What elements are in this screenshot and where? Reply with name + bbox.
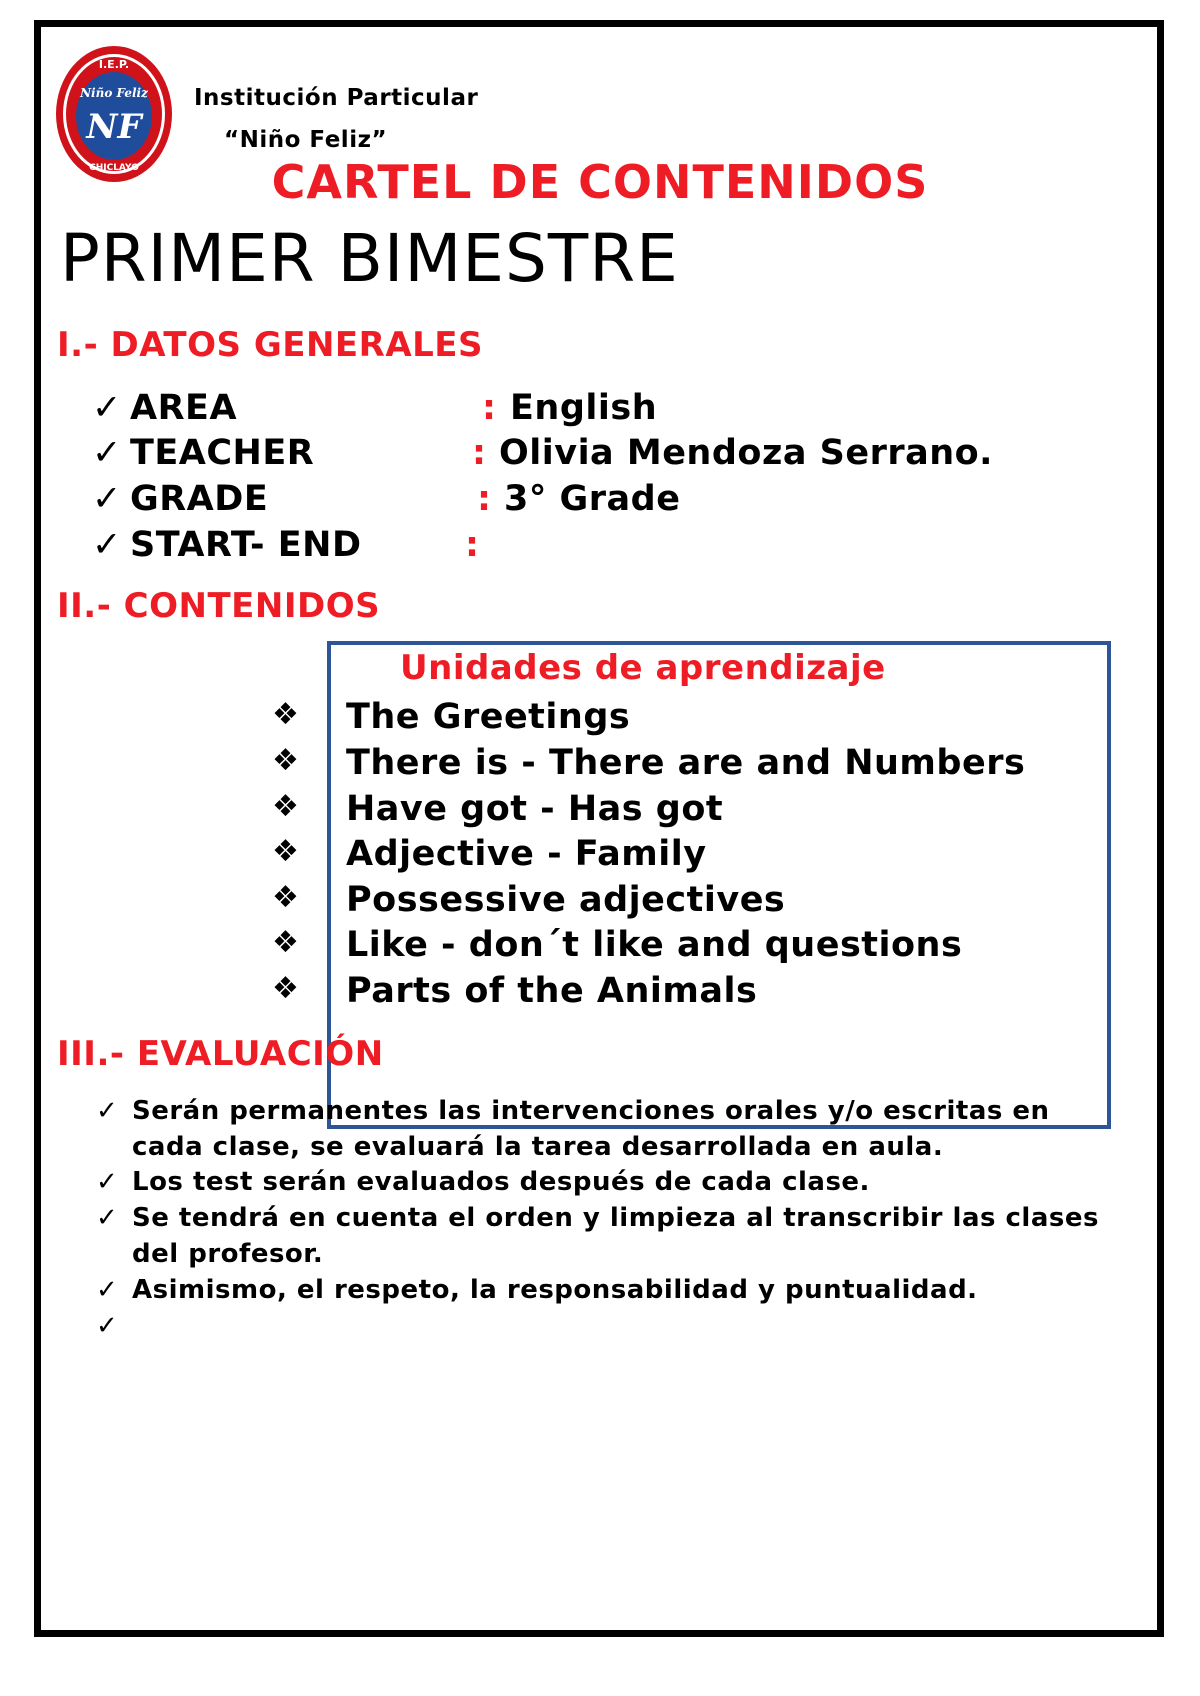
evaluation-item-text: Los test serán evaluados después de cada clase.: [132, 1167, 870, 1197]
datos-value: Olivia Mendoza Serrano.: [499, 433, 993, 473]
unit-item-text: Possessive adjectives: [346, 880, 786, 920]
check-icon: ✓: [96, 1096, 119, 1126]
unit-item-text: Adjective - Family: [346, 834, 707, 874]
datos-colon: :: [472, 433, 487, 473]
check-icon: ✓: [92, 433, 122, 473]
institution-name-line1: Institución Particular: [194, 85, 479, 111]
document-title: CARTEL DE CONTENIDOS: [271, 155, 929, 209]
check-icon: ✓: [96, 1311, 119, 1341]
evaluation-item-text: Serán permanentes las intervenciones orales y/o escritas en cada clase, se evaluará la tarea desarrollada en aula.: [132, 1096, 1050, 1162]
datos-value: 3° Grade: [504, 479, 681, 519]
unit-item-text: The Greetings: [346, 697, 631, 737]
check-icon: ✓: [96, 1203, 119, 1233]
logo-top-text: I.E.P.: [98, 58, 130, 71]
check-icon: ✓: [92, 525, 122, 565]
check-icon: ✓: [96, 1275, 119, 1305]
datos-row-teacher: [92, 433, 993, 473]
unit-item-text: Parts of the Animals: [346, 971, 758, 1011]
check-icon: ✓: [92, 479, 122, 519]
evaluation-item-text: Asimismo, el respeto, la responsabilidad y puntualidad.: [132, 1275, 978, 1305]
logo-name-text: Niño Feliz: [80, 86, 148, 100]
datos-colon: :: [465, 525, 480, 565]
datos-colon: :: [477, 479, 492, 519]
diamond-bullet-icon: ❖: [272, 880, 300, 915]
diamond-bullet-icon: ❖: [272, 971, 300, 1006]
datos-label: GRADE: [130, 479, 269, 519]
datos-row-grade: [92, 479, 681, 519]
section-heading-evaluacion: III.- EVALUACIÓN: [57, 1034, 384, 1074]
datos-row-area: [92, 388, 658, 428]
document-subtitle: PRIMER BIMESTRE: [60, 220, 679, 297]
logo-monogram: NF: [86, 107, 142, 147]
evaluation-item: [96, 1093, 1106, 1165]
datos-label: START- END: [130, 525, 362, 565]
check-icon: ✓: [92, 388, 122, 428]
datos-label: TEACHER: [130, 433, 315, 473]
datos-label: AREA: [130, 388, 238, 428]
diamond-bullet-icon: ❖: [272, 697, 300, 732]
logo-bottom-text: CHICLAYO: [89, 163, 139, 173]
datos-value: English: [510, 388, 658, 428]
unit-item-text: Like - don´t like and questions: [346, 925, 963, 965]
diamond-bullet-icon: ❖: [272, 743, 300, 778]
institution-name-line2: “Niño Feliz”: [224, 127, 388, 153]
diamond-bullet-icon: ❖: [272, 789, 300, 824]
evaluation-item: [96, 1164, 1106, 1200]
evaluation-item: [96, 1272, 1106, 1308]
unit-item-text: Have got - Has got: [346, 789, 724, 829]
diamond-bullet-icon: ❖: [272, 925, 300, 960]
units-box-title: Unidades de aprendizaje: [400, 648, 886, 688]
section-heading-contenidos: II.- CONTENIDOS: [57, 586, 381, 626]
section-heading-datos-generales: I.- DATOS GENERALES: [57, 325, 484, 365]
unit-item-text: There is - There are and Numbers: [346, 743, 1026, 783]
evaluation-item: [96, 1200, 1106, 1272]
diamond-bullet-icon: ❖: [272, 834, 300, 869]
evaluation-item-text: Se tendrá en cuenta el orden y limpieza al transcribir las clases del profesor.: [132, 1203, 1099, 1269]
check-icon: ✓: [96, 1167, 119, 1197]
datos-colon: :: [482, 388, 497, 428]
datos-row-start-end: [92, 525, 480, 565]
